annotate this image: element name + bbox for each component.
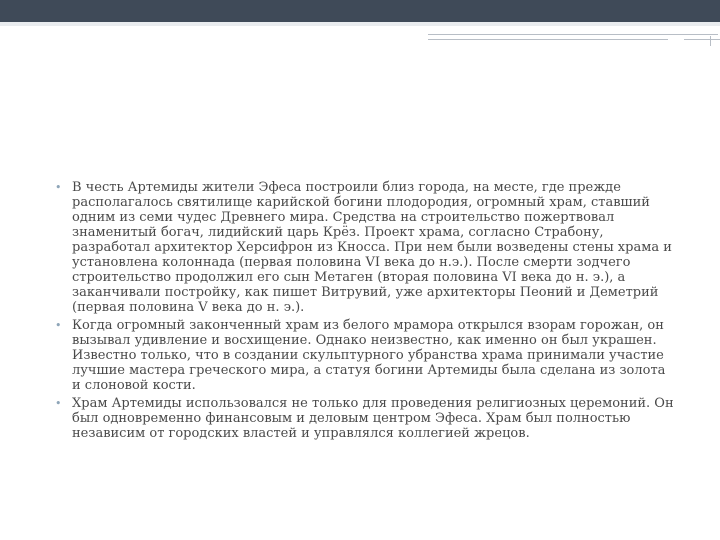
bullet-text: Храм Артемиды использовался не только для проведения религиозных церемоний. Он был одновременно финансовым и деловым центром Эфеса. Храм был полностью независим от городских властей и управлялся коллегией жрецов.	[72, 396, 674, 441]
bullet-icon: •	[55, 181, 62, 194]
decorative-line	[428, 34, 718, 35]
decorative-line	[428, 39, 668, 40]
bullet-icon: •	[55, 319, 62, 332]
decorative-line	[684, 39, 720, 40]
slide-body	[48, 180, 678, 444]
bullet-item	[48, 180, 678, 315]
decorative-tick	[710, 36, 711, 46]
bullet-item	[48, 396, 678, 441]
header-band	[0, 0, 720, 22]
bullet-text: В честь Артемиды жители Эфеса построили близ города, на месте, где прежде располагалось святилище карийской богини плодородия, огромный храм, ставший одним из семи чудес Древнего мира. Средства на строительство пожертвовал знаменитый богач, лидийский царь Крёз. Проект храма, согласно Страбону, разработал архитектор Херсифрон из Кносса. При нем были возведены стены храма и установлена колоннада (первая половина VI века до н.э.). После смерти зодчего строительство продолжил его сын Метаген (вторая половина VI века до н. э.), а заканчивали постройку, как пишет Витрувий, уже архитекторы Пеоний и Деметрий (первая половина V века до н. э.).	[72, 180, 672, 315]
bullet-icon: •	[55, 397, 62, 410]
bullet-list	[48, 180, 678, 441]
bullet-item	[48, 318, 678, 393]
bullet-text: Когда огромный законченный храм из белого мрамора открылся взорам горожан, он вызывал удивление и восхищение. Однако неизвестно, как именно он был украшен. Известно только, что в создании скульптурного убранства храма принимали участие лучшие мастера греческого мира, а статуя богини Артемиды была сделана из золота и слоновой кости.	[72, 318, 666, 393]
header-band-accent	[0, 22, 720, 26]
